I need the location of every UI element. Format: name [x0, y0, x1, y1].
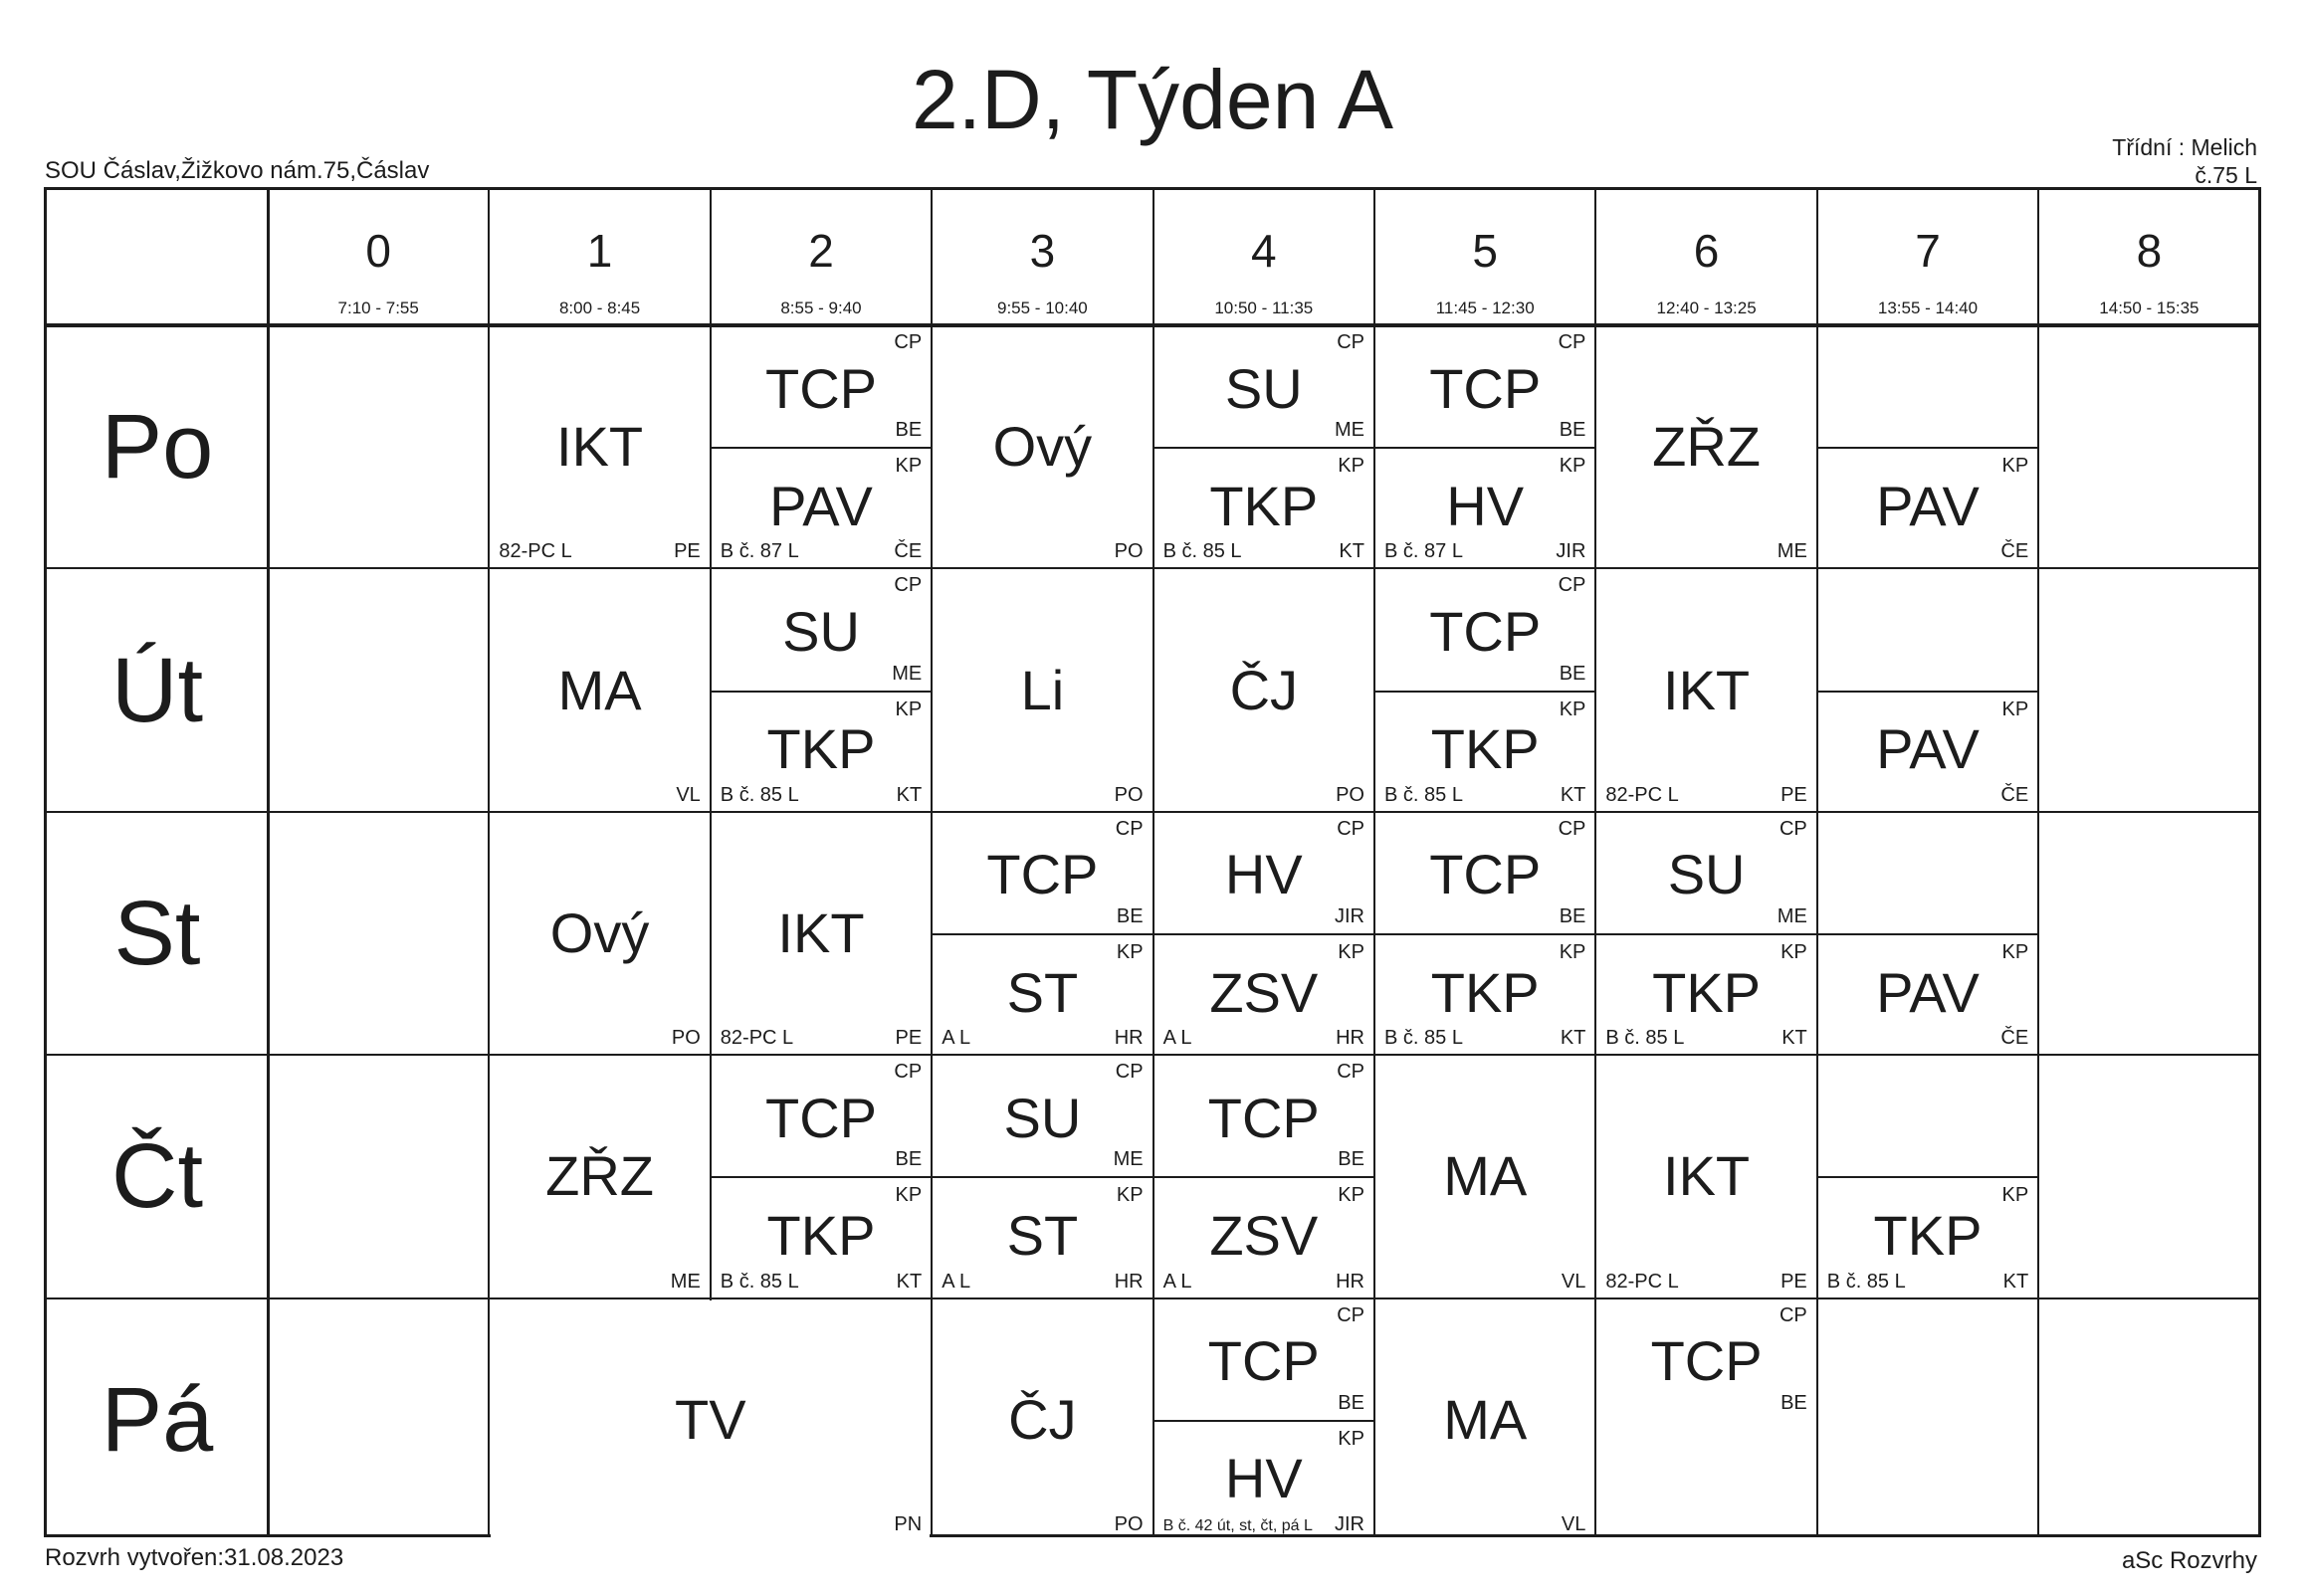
period-time: 14:50 - 15:35 — [2099, 299, 2200, 317]
period-number: 4 — [1250, 225, 1277, 277]
lesson-group: KP — [1559, 698, 1586, 720]
lesson-teacher: PO — [671, 1027, 701, 1050]
period-number: 0 — [365, 225, 391, 277]
lesson-cell[interactable] — [932, 812, 1152, 933]
lesson-subject: TKP — [1873, 1204, 1983, 1268]
lesson-cell[interactable] — [1374, 933, 1595, 1055]
lesson-cell[interactable] — [1153, 1420, 1374, 1541]
lesson-teacher: HR — [1336, 1270, 1364, 1293]
lesson-teacher: ČE — [2000, 1027, 2029, 1050]
lesson-group: CP — [1558, 331, 1586, 353]
lesson-subject: TV — [675, 1387, 746, 1451]
lesson-subject: IKT — [1663, 658, 1751, 721]
lesson-cell[interactable] — [711, 691, 932, 812]
lesson-teacher: KT — [1560, 783, 1586, 806]
lesson-subject: TCP — [1429, 599, 1542, 663]
lesson-teacher: KT — [2002, 1270, 2029, 1293]
lesson-room: A L — [942, 1027, 971, 1050]
lesson-group: CP — [894, 574, 923, 597]
lesson-cell[interactable] — [1374, 1298, 1595, 1541]
lesson-room: B č. 85 L — [1826, 1270, 1906, 1293]
lesson-subject: TKP — [1652, 960, 1762, 1024]
period-number: 6 — [1693, 225, 1720, 277]
lesson-subject: ZSV — [1209, 1204, 1319, 1268]
lesson-cell[interactable] — [1595, 325, 1816, 568]
lesson-group: KP — [2001, 455, 2029, 478]
lesson-room: 82-PC L — [720, 1027, 794, 1050]
lesson-cell[interactable] — [1595, 568, 1816, 811]
lesson-group: KP — [1338, 941, 1364, 963]
lesson-teacher: PO — [1336, 783, 1364, 806]
lesson-teacher: PE — [674, 540, 701, 563]
lesson-teacher: KT — [896, 1270, 923, 1293]
period-header — [1374, 190, 1595, 325]
period-time: 7:10 - 7:55 — [337, 299, 419, 317]
lesson-subject: TCP — [986, 843, 1099, 906]
lesson-teacher: HR — [1114, 1270, 1144, 1293]
lesson-subject: TCP — [764, 1086, 877, 1149]
lesson-subject: ČJ — [1008, 1387, 1077, 1451]
period-number: 1 — [586, 225, 613, 277]
lesson-group: KP — [1116, 1184, 1144, 1207]
lesson-group: CP — [1115, 817, 1144, 840]
lesson-teacher: BE — [1559, 904, 1586, 927]
lesson-cell[interactable] — [1374, 812, 1595, 933]
lesson-subject: TKP — [766, 717, 876, 781]
lesson-group: CP — [1337, 817, 1364, 840]
lesson-teacher: HR — [1114, 1027, 1144, 1050]
lesson-cell[interactable] — [1817, 691, 2038, 812]
lesson-subject: TCP — [1429, 356, 1542, 420]
class-teacher: Třídní : Melich — [2112, 134, 2257, 160]
lesson-cell[interactable] — [1153, 568, 1374, 811]
lesson-subject: TCP — [764, 356, 877, 420]
lesson-cell[interactable] — [489, 568, 710, 811]
day-label: Út — [111, 639, 203, 741]
lesson-room: 82-PC L — [1605, 783, 1679, 806]
period-header — [268, 190, 489, 325]
lesson-subject: Ový — [992, 415, 1093, 479]
lesson-cell[interactable] — [1817, 933, 2038, 1055]
lesson-teacher: KT — [1781, 1027, 1807, 1050]
lesson-subject: HV — [1446, 474, 1525, 537]
column-divider — [2037, 190, 2039, 1534]
period-time: 12:40 - 13:25 — [1656, 299, 1757, 317]
lesson-teacher: VL — [676, 783, 701, 806]
lesson-subject: IKT — [1663, 1144, 1751, 1208]
lesson-teacher: PO — [1114, 1512, 1144, 1535]
lesson-room: B č. 42 út, st, čt, pá L — [1162, 1516, 1313, 1534]
period-header — [1153, 190, 1374, 325]
lesson-group: CP — [1779, 817, 1807, 840]
lesson-group: CP — [1337, 331, 1364, 353]
period-number: 2 — [808, 225, 834, 277]
lesson-teacher: BE — [1559, 662, 1586, 685]
lesson-cell[interactable] — [1374, 691, 1595, 812]
lesson-subject: TKP — [1430, 960, 1540, 1024]
lesson-group: KP — [1338, 1427, 1364, 1450]
lesson-cell[interactable] — [1374, 447, 1595, 568]
lesson-group: KP — [895, 455, 923, 478]
lesson-subject: IKT — [556, 415, 644, 479]
lesson-teacher: BE — [1338, 1391, 1364, 1414]
lesson-room: B č. 85 L — [1605, 1027, 1685, 1050]
lesson-subject: TKP — [1430, 717, 1540, 781]
lesson-cell[interactable] — [932, 568, 1152, 811]
lesson-cell[interactable] — [932, 933, 1152, 1055]
lesson-subject: SU — [1224, 356, 1303, 420]
day-label: Čt — [111, 1125, 203, 1228]
lesson-subject: PAV — [1876, 474, 1980, 537]
lesson-subject: TCP — [1429, 843, 1542, 906]
lesson-subject: SU — [1667, 843, 1746, 906]
column-divider — [267, 190, 270, 1534]
lesson-teacher: JIR — [1556, 540, 1586, 563]
lesson-subject: Li — [1020, 658, 1065, 721]
lesson-teacher: BE — [895, 419, 923, 442]
lesson-teacher: ME — [1334, 419, 1364, 442]
lesson-subject: SU — [782, 599, 860, 663]
lesson-teacher: ME — [1777, 540, 1807, 563]
lesson-subject: TCP — [1207, 1086, 1320, 1149]
lesson-cell[interactable] — [489, 325, 710, 568]
lesson-room: 82-PC L — [1605, 1270, 1679, 1293]
lesson-teacher: ČE — [2000, 783, 2029, 806]
lesson-subject: HV — [1224, 1447, 1303, 1510]
lesson-room: A L — [942, 1270, 971, 1293]
lesson-cell[interactable] — [489, 1298, 932, 1541]
lesson-subject: MA — [1443, 1387, 1528, 1451]
lesson-room: A L — [1162, 1270, 1192, 1293]
lesson-teacher: BE — [1781, 1391, 1807, 1414]
lesson-cell[interactable] — [1153, 1298, 1374, 1420]
lesson-room: B č. 85 L — [720, 783, 799, 806]
lesson-subject: PAV — [769, 474, 873, 537]
lesson-cell[interactable] — [711, 1055, 932, 1176]
lesson-teacher: ME — [1777, 904, 1807, 927]
lesson-cell[interactable] — [1153, 1055, 1374, 1176]
lesson-room: B č. 85 L — [1162, 540, 1242, 563]
lesson-cell[interactable] — [711, 812, 932, 1055]
lesson-room: A L — [1162, 1027, 1192, 1050]
lesson-teacher: VL — [1561, 1512, 1586, 1535]
lesson-group: KP — [2001, 941, 2029, 963]
page-title: 2.D, Týden A — [911, 53, 1394, 146]
lesson-group: KP — [2001, 1184, 2029, 1207]
timetable-grid — [44, 187, 2261, 1537]
lesson-subject: SU — [1003, 1086, 1082, 1149]
lesson-subject: MA — [1443, 1144, 1528, 1208]
lesson-teacher: PE — [895, 1027, 923, 1050]
lesson-subject: TKP — [1209, 474, 1319, 537]
lesson-cell[interactable] — [932, 1298, 1152, 1541]
lesson-cell[interactable] — [1595, 1298, 1816, 1420]
lesson-group: CP — [894, 1061, 923, 1084]
lesson-room: B č. 87 L — [720, 540, 799, 563]
school-name: SOU Čáslav,Žižkovo nám.75,Čáslav — [45, 157, 430, 184]
lesson-cell[interactable] — [932, 325, 1152, 568]
lesson-group: KP — [1338, 455, 1364, 478]
lesson-teacher: ME — [892, 662, 923, 685]
lesson-cell[interactable] — [1153, 1176, 1374, 1297]
lesson-teacher: BE — [895, 1148, 923, 1171]
lesson-group: KP — [1781, 941, 1807, 963]
period-header — [1595, 190, 1816, 325]
period-header — [489, 190, 710, 325]
lesson-cell[interactable] — [1595, 1055, 1816, 1297]
lesson-teacher: KT — [1339, 540, 1364, 563]
period-time: 10:50 - 11:35 — [1214, 299, 1314, 317]
lesson-group: KP — [895, 698, 923, 720]
lesson-teacher: JIR — [1334, 904, 1364, 927]
lesson-teacher: KT — [1560, 1027, 1586, 1050]
period-number: 8 — [2136, 225, 2163, 277]
lesson-cell[interactable] — [932, 1055, 1152, 1176]
period-header — [711, 190, 932, 325]
lesson-cell[interactable] — [1153, 325, 1374, 447]
lesson-group: CP — [1779, 1303, 1807, 1326]
lesson-subject: TCP — [1650, 1329, 1763, 1393]
lesson-teacher: ČE — [2000, 540, 2029, 563]
lesson-subject: IKT — [777, 900, 865, 964]
lesson-subject: ST — [1006, 960, 1079, 1024]
lesson-group: KP — [895, 1184, 923, 1207]
homeroom: č.75 L — [2195, 162, 2257, 188]
period-header — [2038, 190, 2259, 325]
lesson-subject: TKP — [766, 1204, 876, 1268]
lesson-cell[interactable] — [711, 568, 932, 690]
lesson-room: B č. 87 L — [1384, 540, 1463, 563]
lesson-subject: PAV — [1876, 717, 1980, 781]
lesson-teacher: KT — [896, 783, 923, 806]
lesson-cell[interactable] — [711, 1176, 932, 1297]
period-time: 11:45 - 12:30 — [1435, 299, 1535, 317]
lesson-subject: PAV — [1876, 960, 1980, 1024]
lesson-teacher: BE — [1338, 1148, 1364, 1171]
lesson-subject: HV — [1224, 843, 1303, 906]
period-number: 3 — [1029, 225, 1056, 277]
lesson-teacher: BE — [1559, 419, 1586, 442]
lesson-teacher: HR — [1336, 1027, 1364, 1050]
period-header — [1817, 190, 2038, 325]
lesson-teacher: ČE — [894, 540, 923, 563]
lesson-subject: Ový — [549, 900, 650, 964]
lesson-group: KP — [2001, 698, 2029, 720]
lesson-teacher: ME — [670, 1270, 701, 1293]
lesson-teacher: PO — [1114, 540, 1144, 563]
lesson-teacher: VL — [1561, 1270, 1586, 1293]
lesson-cell[interactable] — [1817, 447, 2038, 568]
lesson-cell[interactable] — [1595, 933, 1816, 1055]
lesson-group: CP — [1337, 1061, 1364, 1084]
lesson-group: CP — [1337, 1303, 1364, 1326]
lesson-room: B č. 85 L — [1384, 1027, 1463, 1050]
lesson-room: B č. 85 L — [1384, 783, 1463, 806]
period-header — [932, 190, 1152, 325]
period-time: 8:55 - 9:40 — [780, 299, 862, 317]
lesson-subject: ZSV — [1209, 960, 1319, 1024]
lesson-group: KP — [1338, 1184, 1364, 1207]
lesson-subject: ZŘZ — [545, 1144, 655, 1208]
lesson-cell[interactable] — [489, 812, 710, 1055]
lesson-group: CP — [1115, 1061, 1144, 1084]
lesson-cell[interactable] — [1595, 812, 1816, 933]
lesson-cell[interactable] — [1374, 325, 1595, 447]
lesson-cell[interactable] — [1153, 933, 1374, 1055]
lesson-teacher: JIR — [1334, 1512, 1364, 1535]
period-time: 9:55 - 10:40 — [997, 299, 1088, 317]
lesson-group: KP — [1559, 455, 1586, 478]
lesson-teacher: PE — [1781, 1270, 1807, 1293]
day-label: St — [113, 883, 201, 984]
day-label: Po — [101, 396, 214, 499]
lesson-teacher: PO — [1114, 783, 1144, 806]
period-number: 5 — [1472, 225, 1498, 277]
lesson-cell[interactable] — [1153, 812, 1374, 933]
lesson-cell[interactable] — [1374, 568, 1595, 690]
lesson-teacher: ME — [1113, 1148, 1144, 1171]
software-credit: aSc Rozvrhy — [2121, 1547, 2257, 1574]
lesson-room: B č. 85 L — [720, 1270, 799, 1293]
period-time: 13:55 - 14:40 — [1877, 299, 1979, 317]
class-teacher-info — [2112, 133, 2257, 189]
lesson-group: CP — [1558, 574, 1586, 597]
period-time: 8:00 - 8:45 — [558, 299, 641, 317]
period-number: 7 — [1915, 225, 1941, 277]
lesson-group: KP — [1116, 941, 1144, 963]
lesson-teacher: PN — [894, 1512, 923, 1535]
lesson-group: CP — [1558, 817, 1586, 840]
lesson-subject: TCP — [1207, 1329, 1320, 1393]
lesson-cell[interactable] — [1817, 1176, 2038, 1297]
lesson-subject: ZŘZ — [1652, 415, 1762, 479]
lesson-teacher: BE — [1116, 904, 1144, 927]
lesson-cell[interactable] — [711, 325, 932, 447]
lesson-teacher: PE — [1781, 783, 1807, 806]
lesson-cell[interactable] — [489, 1055, 710, 1297]
lesson-group: CP — [894, 331, 923, 353]
lesson-cell[interactable] — [711, 447, 932, 568]
created-date: Rozvrh vytvořen:31.08.2023 — [45, 1544, 344, 1571]
lesson-subject: MA — [557, 658, 642, 721]
lesson-cell[interactable] — [1153, 447, 1374, 568]
lesson-subject: ČJ — [1229, 658, 1299, 721]
lesson-subject: ST — [1006, 1204, 1079, 1268]
day-label: Pá — [101, 1368, 214, 1471]
lesson-cell[interactable] — [932, 1176, 1152, 1297]
lesson-cell[interactable] — [1374, 1055, 1595, 1297]
lesson-room: 82-PC L — [499, 540, 572, 563]
lesson-group: KP — [1559, 941, 1586, 963]
